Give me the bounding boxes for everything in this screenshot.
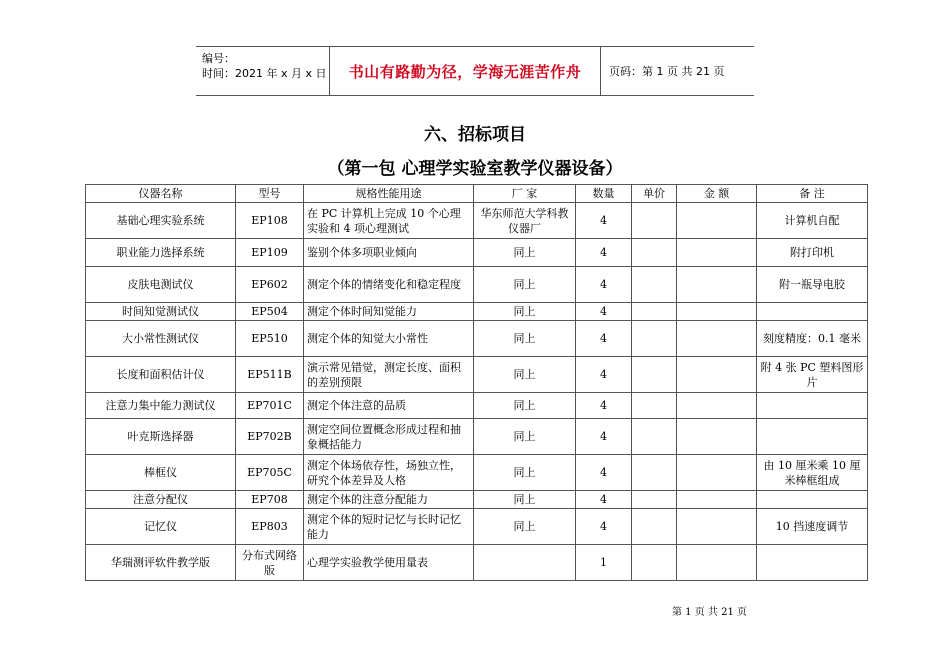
col-header-price: 单价 (632, 185, 677, 203)
cell-model: 分布式网络版 (236, 545, 304, 581)
cell-note (757, 491, 868, 509)
cell-qty: 4 (576, 203, 632, 239)
cell-spec: 测定个体的注意分配能力 (304, 491, 474, 509)
cell-maker: 同上 (474, 491, 576, 509)
cell-spec: 测定个体的情绪变化和稳定程度 (304, 267, 474, 303)
cell-maker: 同上 (474, 267, 576, 303)
cell-model: EP510 (236, 321, 304, 357)
cell-amount (677, 491, 757, 509)
cell-qty: 4 (576, 491, 632, 509)
table-header-row (86, 185, 868, 203)
table-row (86, 509, 868, 545)
cell-price (632, 491, 677, 509)
cell-maker: 同上 (474, 303, 576, 321)
cell-model: EP708 (236, 491, 304, 509)
cell-name: 职业能力选择系统 (86, 239, 236, 267)
cell-maker: 同上 (474, 393, 576, 419)
header-page-label: 页码：第 1 页 共 21 页 (609, 65, 725, 78)
cell-qty: 4 (576, 509, 632, 545)
table-row (86, 239, 868, 267)
table-row (86, 357, 868, 393)
col-header-model: 型号 (236, 185, 304, 203)
cell-note: 附 4 张 PC 塑料图形片 (757, 357, 868, 393)
cell-maker: 同上 (474, 419, 576, 455)
cell-amount (677, 321, 757, 357)
cell-name: 注意分配仪 (86, 491, 236, 509)
cell-note: 10 挡速度调节 (757, 509, 868, 545)
cell-name: 叶克斯选择器 (86, 419, 236, 455)
table-row (86, 455, 868, 491)
cell-model: EP504 (236, 303, 304, 321)
cell-spec: 鉴别个体多项职业倾向 (304, 239, 474, 267)
number-label: 编号： (202, 52, 235, 65)
cell-qty: 4 (576, 321, 632, 357)
cell-name: 时间知觉测试仪 (86, 303, 236, 321)
cell-amount (677, 509, 757, 545)
cell-model: EP701C (236, 393, 304, 419)
table-row (86, 321, 868, 357)
cell-model: EP705C (236, 455, 304, 491)
time-label: 时间：2021 年 x 月 x 日 (202, 67, 327, 80)
cell-spec: 测定个体的知觉大小常性 (304, 321, 474, 357)
col-header-note: 备 注 (757, 185, 868, 203)
cell-qty: 4 (576, 455, 632, 491)
cell-spec: 心理学实验教学使用量表 (304, 545, 474, 581)
header-slogan: 书山有路勤为径，学海无涯苦作舟 (330, 47, 601, 95)
col-header-maker: 厂 家 (474, 185, 576, 203)
cell-name: 大小常性测试仪 (86, 321, 236, 357)
cell-note: 计算机自配 (757, 203, 868, 239)
table-row (86, 203, 868, 239)
cell-note (757, 303, 868, 321)
cell-name: 华瑞测评软件教学版 (86, 545, 236, 581)
cell-maker: 同上 (474, 239, 576, 267)
cell-price (632, 267, 677, 303)
cell-qty: 1 (576, 545, 632, 581)
cell-spec: 测定个体注意的品质 (304, 393, 474, 419)
cell-amount (677, 239, 757, 267)
table-row (86, 267, 868, 303)
cell-maker: 同上 (474, 509, 576, 545)
cell-amount (677, 203, 757, 239)
cell-spec: 在 PC 计算机上完成 10 个心理实验和 4 项心理测试 (304, 203, 474, 239)
cell-amount (677, 357, 757, 393)
cell-price (632, 357, 677, 393)
cell-price (632, 239, 677, 267)
header-meta (196, 47, 330, 95)
table-row (86, 303, 868, 321)
section-title: 六、招标项目 (424, 125, 526, 145)
cell-spec: 测定空间位置概念形成过程和抽象概括能力 (304, 419, 474, 455)
cell-spec: 测定个体时间知觉能力 (304, 303, 474, 321)
cell-qty: 4 (576, 267, 632, 303)
col-header-qty: 数量 (576, 185, 632, 203)
cell-spec: 测定个体的短时记忆与长时记忆能力 (304, 509, 474, 545)
cell-note (757, 419, 868, 455)
cell-model: EP511B (236, 357, 304, 393)
cell-price (632, 509, 677, 545)
col-header-name: 仪器名称 (86, 185, 236, 203)
cell-amount (677, 303, 757, 321)
cell-amount (677, 455, 757, 491)
table-row (86, 393, 868, 419)
table-body (86, 203, 868, 581)
cell-price (632, 321, 677, 357)
cell-model: EP109 (236, 239, 304, 267)
cell-model: EP702B (236, 419, 304, 455)
col-header-amount: 金 额 (677, 185, 757, 203)
col-header-spec: 规格性能用途 (304, 185, 474, 203)
cell-maker: 华东师范大学科教仪器厂 (474, 203, 576, 239)
cell-model: EP803 (236, 509, 304, 545)
cell-amount (677, 393, 757, 419)
cell-name: 注意力集中能力测试仪 (86, 393, 236, 419)
table-row (86, 419, 868, 455)
cell-maker: 同上 (474, 321, 576, 357)
cell-maker (474, 545, 576, 581)
document-header (196, 46, 754, 96)
section-subtitle: （第一包 心理学实验室教学仪器设备） (327, 159, 623, 179)
cell-qty: 4 (576, 393, 632, 419)
cell-maker: 同上 (474, 357, 576, 393)
cell-name: 基础心理实验系统 (86, 203, 236, 239)
cell-amount (677, 267, 757, 303)
table-row (86, 545, 868, 581)
cell-note: 刻度精度：0.1 毫米 (757, 321, 868, 357)
cell-model: EP602 (236, 267, 304, 303)
cell-note (757, 393, 868, 419)
cell-maker: 同上 (474, 455, 576, 491)
cell-spec: 测定个体场依存性，场独立性，研究个体差异及人格 (304, 455, 474, 491)
cell-price (632, 303, 677, 321)
cell-model: EP108 (236, 203, 304, 239)
cell-note: 由 10 厘米乘 10 厘米棒框组成 (757, 455, 868, 491)
cell-price (632, 393, 677, 419)
page-footer: 第 1 页 共 21 页 (672, 607, 747, 618)
cell-spec: 演示常见错觉，测定长度、面积的差别预限 (304, 357, 474, 393)
table-row (86, 491, 868, 509)
equipment-table (85, 184, 868, 581)
cell-qty: 4 (576, 239, 632, 267)
cell-qty: 4 (576, 303, 632, 321)
cell-note: 附一瓶导电胶 (757, 267, 868, 303)
cell-name: 长度和面积估计仪 (86, 357, 236, 393)
cell-amount (677, 419, 757, 455)
cell-amount (677, 545, 757, 581)
cell-price (632, 455, 677, 491)
cell-price (632, 545, 677, 581)
cell-name: 记忆仪 (86, 509, 236, 545)
cell-note (757, 545, 868, 581)
cell-note: 附打印机 (757, 239, 868, 267)
cell-name: 皮肤电测试仪 (86, 267, 236, 303)
cell-name: 棒框仪 (86, 455, 236, 491)
cell-qty: 4 (576, 419, 632, 455)
cell-price (632, 203, 677, 239)
cell-price (632, 419, 677, 455)
cell-qty: 4 (576, 357, 632, 393)
